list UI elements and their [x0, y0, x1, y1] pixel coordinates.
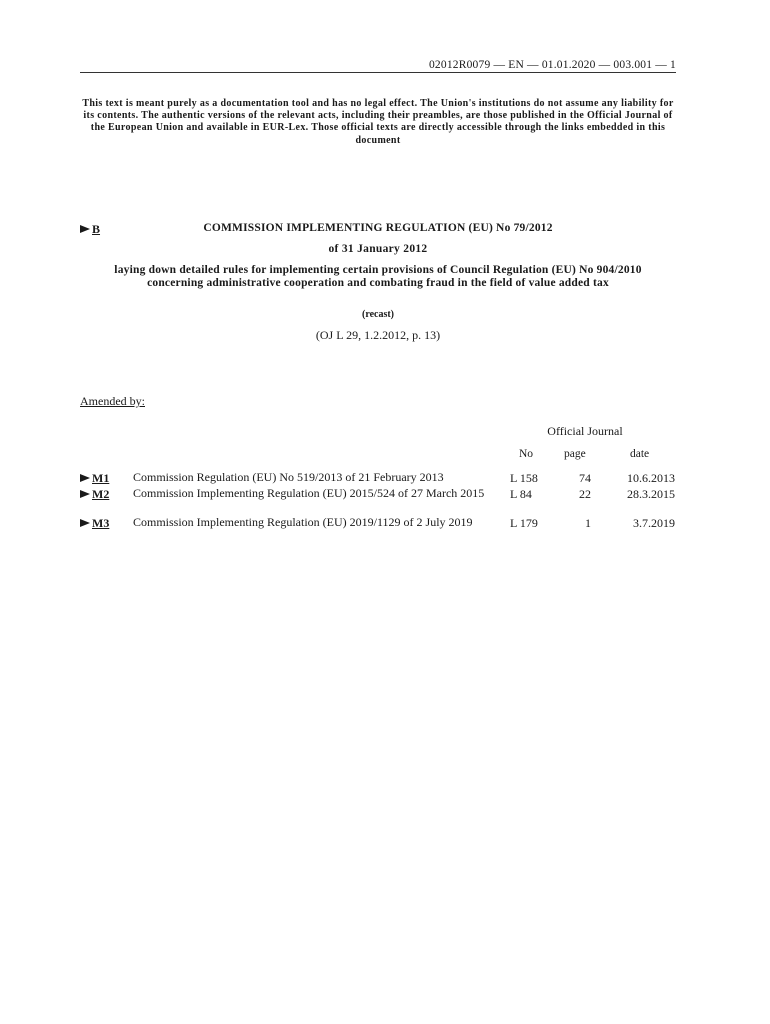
- triangle-arrow-icon: [80, 519, 90, 527]
- amendment-marker[interactable]: [80, 471, 109, 486]
- document-reference: 02012R0079 — EN — 01.01.2020 — 003.001 — 1: [428, 59, 676, 71]
- amendment-oj-number: L 158: [510, 471, 538, 485]
- column-header-page: page: [564, 448, 586, 460]
- amendment-description: Commission Regulation (EU) No 519/2013 of 21 February 2013: [133, 470, 444, 484]
- amendment-marker[interactable]: [80, 487, 109, 502]
- oj-reference: (OJ L 29, 1.2.2012, p. 13): [315, 328, 441, 342]
- official-journal-heading: Official Journal: [547, 424, 623, 438]
- amendment-oj-number: L 84: [510, 487, 532, 501]
- amendment-oj-number: L 179: [510, 516, 538, 530]
- amendment-oj-date: 28.3.2015: [627, 487, 675, 501]
- amendment-oj-page: 22: [579, 487, 591, 501]
- base-act-code[interactable]: B: [92, 222, 101, 236]
- regulation-title: COMMISSION IMPLEMENTING REGULATION (EU) No 79/2012: [203, 222, 553, 234]
- triangle-arrow-icon: [80, 490, 90, 498]
- amendment-description: Commission Implementing Regulation (EU) 2015/524 of 27 March 2015: [133, 486, 485, 500]
- amendment-oj-page: 1: [585, 516, 591, 530]
- recast-label: (recast): [361, 309, 395, 320]
- column-header-date: date: [630, 448, 650, 460]
- amendment-code[interactable]: M3: [92, 516, 110, 530]
- amended-by-heading: Amended by:: [80, 394, 145, 408]
- legal-disclaimer: This text is meant purely as a documentation tool and has no legal effect. The Union's institutions do not assume any liability for its contents. The authentic versions of the relevant acts, including their preambles, are those published in the Official Journal of the European Union and available in EUR-Lex. Those official texts are directly accessible through the links embedded in this document: [82, 98, 674, 146]
- amendment-oj-page: 74: [579, 471, 591, 485]
- amendment-code[interactable]: M1: [92, 471, 110, 485]
- amendment-code[interactable]: M2: [92, 487, 110, 501]
- header-divider: [80, 72, 676, 73]
- amendment-oj-date: 10.6.2013: [627, 471, 675, 485]
- amendment-marker[interactable]: [80, 516, 109, 531]
- regulation-subject: laying down detailed rules for implementing certain provisions of Council Regulation (EU) No 904/2010 concerning administrative cooperation and combating fraud in the field of value added tax: [114, 264, 642, 289]
- amendment-oj-date: 3.7.2019: [633, 516, 675, 530]
- column-header-no: No: [519, 448, 534, 460]
- triangle-arrow-icon: [80, 474, 90, 482]
- amendment-description: Commission Implementing Regulation (EU) 2019/1129 of 2 July 2019: [133, 515, 473, 529]
- regulation-date: of 31 January 2012: [328, 243, 428, 255]
